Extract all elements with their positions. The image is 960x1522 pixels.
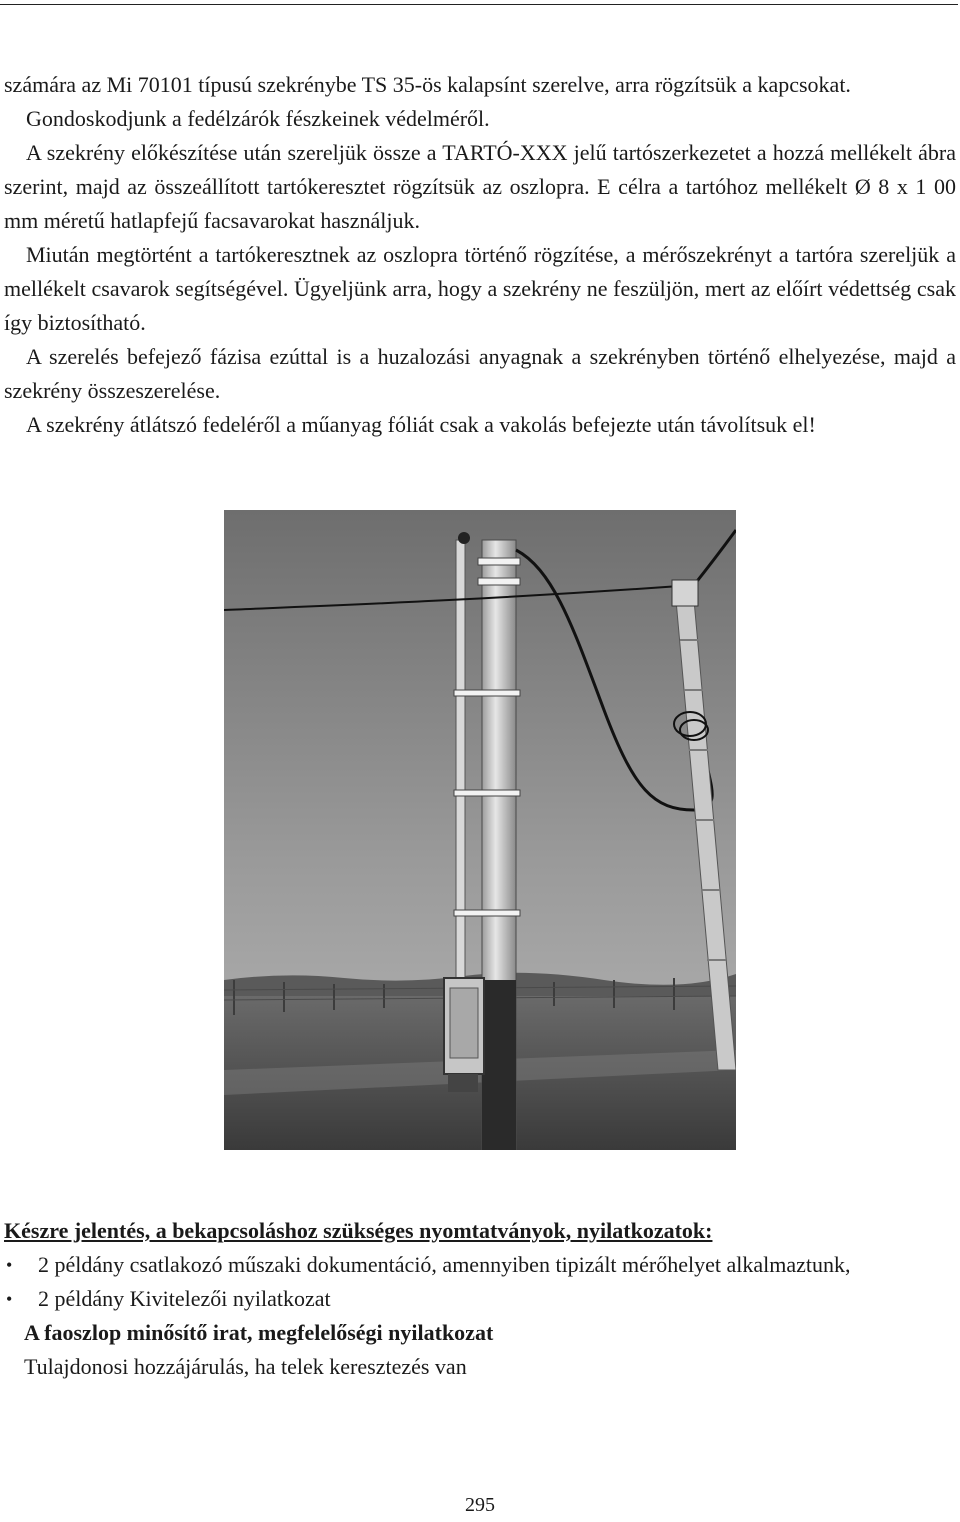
list-item-text: 2 példány csatlakozó műszaki dokumentáció, amennyiben tipizált mérőhelyet alkalmaztunk, bbox=[38, 1252, 851, 1277]
paragraph-3: A szekrény előkészítése után szereljük össze a TARTÓ-XXX jelű tartószerkezetet a hozzá mellékelt ábra szerint, majd az összeállított tartókeresztet rögzítsük az oszlopra. E célra a tartóhoz mellékelt Ø 8 x 1 00 mm méretű hatlapfejű facsavarokat használjuk. bbox=[4, 140, 956, 233]
bullet-icon: • bbox=[6, 1255, 13, 1275]
plain-requirement: Tulajdonosi hozzájárulás, ha telek keresztezés van bbox=[24, 1354, 467, 1379]
list-item bbox=[4, 1282, 956, 1316]
body-text bbox=[4, 68, 956, 442]
paragraph-2: Gondoskodjunk a fedélzárók fészkeinek védelméről. bbox=[26, 106, 490, 131]
paragraph-5: A szerelés befejező fázisa ezúttal is a huzalozási anyagnak a szekrényben történő elhelyezése, majd a szekrény összeszerelése. bbox=[4, 344, 956, 403]
list-item-text: 2 példány Kivitelezői nyilatkozat bbox=[38, 1286, 331, 1311]
paragraph-4: Miután megtörtént a tartókeresztnek az oszlopra történő rögzítése, a mérőszekrényt a tartóra szereljük a mellékelt csavarok segítségével. Ügyeljünk arra, hogy a szekrény ne feszüljön, mert az előírt védettség csak így biztosítható. bbox=[4, 242, 956, 335]
document-list bbox=[4, 1248, 956, 1316]
completion-report-section bbox=[4, 1214, 956, 1384]
top-rule bbox=[0, 4, 958, 5]
paragraph-6: A szekrény átlátszó fedeléről a műanyag fóliát csak a vakolás befejezte után távolítsuk el! bbox=[26, 412, 816, 437]
page-number: 295 bbox=[465, 1494, 495, 1516]
list-item bbox=[4, 1248, 956, 1282]
pole-installation-photo bbox=[224, 510, 736, 1150]
paragraph-1: számára az Mi 70101 típusú szekrénybe TS 35-ös kalapsínt szerelve, arra rögzítsük a kapcsokat. bbox=[4, 72, 851, 97]
section-heading: Készre jelentés, a bekapcsoláshoz szükséges nyomtatványok, nyilatkozatok: bbox=[4, 1218, 713, 1243]
bullet-icon: • bbox=[6, 1289, 13, 1309]
bold-requirement: A faoszlop minősítő irat, megfelelőségi nyilatkozat bbox=[24, 1320, 494, 1345]
